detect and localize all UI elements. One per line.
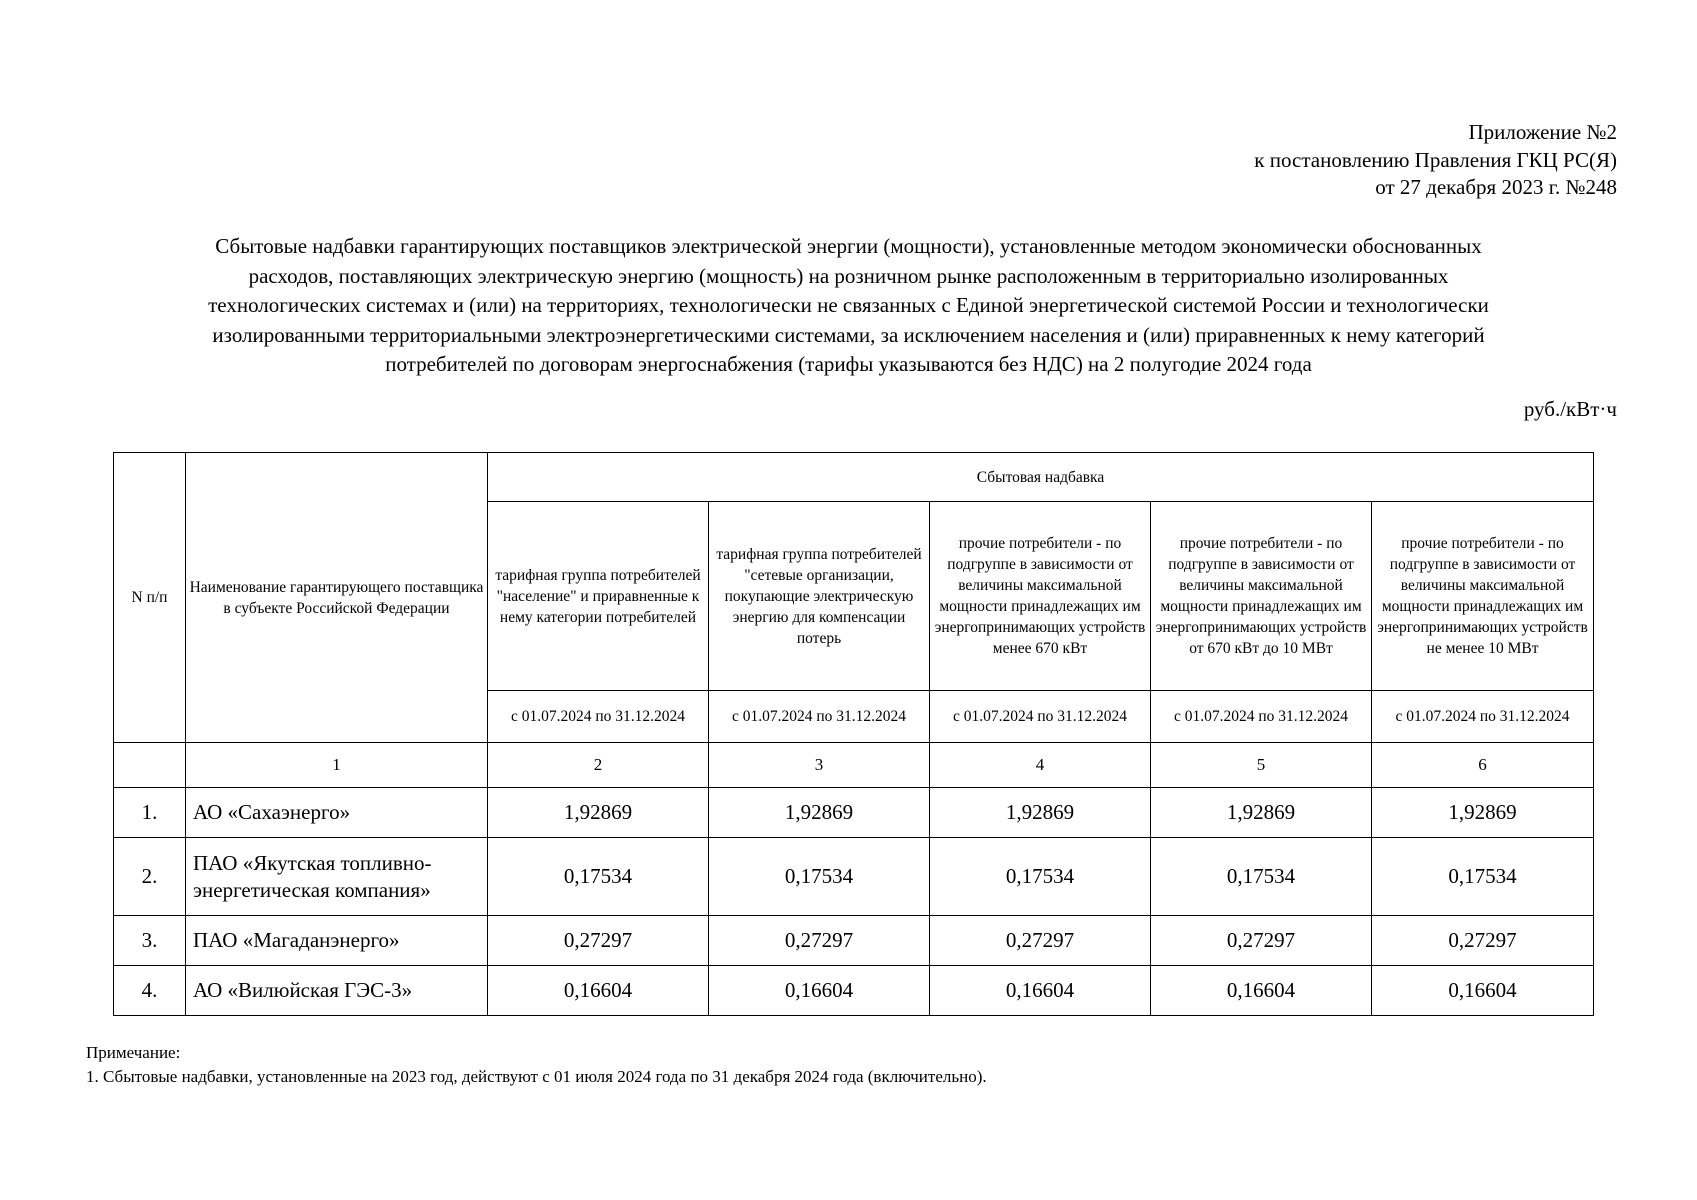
table-row (114, 838, 1594, 916)
header-row-group (114, 453, 1594, 502)
header-group: Сбытовая надбавка (488, 453, 1594, 502)
supplier-name: АО «Вилюйская ГЭС-3» (186, 966, 488, 1016)
index-cell-4: 4 (930, 743, 1151, 788)
supplier-name: ПАО «Якутская топливно-энергетическая компания» (186, 838, 488, 916)
note-heading: Примечание: (86, 1043, 181, 1062)
index-row (114, 743, 1594, 788)
value-cell: 0,27297 (1372, 916, 1594, 966)
header-num: N п/п (114, 453, 186, 743)
index-cell-1: 1 (186, 743, 488, 788)
value-cell: 1,92869 (709, 788, 930, 838)
note-block (86, 1041, 987, 1089)
value-cell: 0,17534 (930, 838, 1151, 916)
supplier-name: ПАО «Магаданэнерго» (186, 916, 488, 966)
period-cell-4: с 01.07.2024 по 31.12.2024 (930, 691, 1151, 743)
header-subcolumn-3: тарифная группа потребителей "сетевые организации, покупающие электрическую энергию для компенсации потерь (709, 502, 930, 691)
value-cell: 1,92869 (930, 788, 1151, 838)
table-row (114, 966, 1594, 1016)
period-cell-5: с 01.07.2024 по 31.12.2024 (1151, 691, 1372, 743)
index-cell-5: 5 (1151, 743, 1372, 788)
value-cell: 0,17534 (709, 838, 930, 916)
period-cell-2: с 01.07.2024 по 31.12.2024 (488, 691, 709, 743)
title-line-4: изолированными территориальными электроэнергетическими системами, за исключением населения и (или) приравненных к нему категорий (212, 322, 1485, 347)
value-cell: 0,27297 (488, 916, 709, 966)
header-supplier-name: Наименование гарантирующего поставщика в субъекте Российской Федерации (186, 453, 488, 743)
row-number: 1. (114, 788, 186, 838)
title-line-5: потребителей по договорам энергоснабжения (тарифы указываются без НДС) на 2 полугодие 2024 года (385, 352, 1312, 376)
value-cell: 0,16604 (930, 966, 1151, 1016)
value-cell: 0,16604 (1372, 966, 1594, 1016)
value-cell: 0,17534 (1372, 838, 1594, 916)
period-cell-3: с 01.07.2024 по 31.12.2024 (709, 691, 930, 743)
value-cell: 1,92869 (488, 788, 709, 838)
title-line-1: Сбытовые надбавки гарантирующих поставщиков электрической энергии (мощности), установленные методом экономически обоснованных (215, 234, 1482, 258)
index-cell-2: 2 (488, 743, 709, 788)
header-subcolumn-4: прочие потребители - по подгруппе в зависимости от величины максимальной мощности принадлежащих им энергопринимающих устройств менее 670 кВт (930, 502, 1151, 691)
value-cell: 0,27297 (709, 916, 930, 966)
value-cell: 1,92869 (1372, 788, 1594, 838)
table-row (114, 916, 1594, 966)
appendix-block (1254, 119, 1617, 202)
appendix-line-1: Приложение №2 (1468, 120, 1617, 144)
appendix-line-2: к постановлению Правления ГКЦ РС(Я) (1254, 147, 1617, 172)
header-subcolumn-6: прочие потребители - по подгруппе в зависимости от величины максимальной мощности принадлежащих им энергопринимающих устройств не менее 10 МВт (1372, 502, 1594, 691)
tariff-table (113, 452, 1594, 1016)
header-subcolumn-2: тарифная группа потребителей "население" и приравненные к нему категории потребителей (488, 502, 709, 691)
document-title (100, 232, 1597, 380)
supplier-name: АО «Сахаэнерго» (186, 788, 488, 838)
index-cell-3: 3 (709, 743, 930, 788)
value-cell: 0,27297 (930, 916, 1151, 966)
index-cell-empty (114, 743, 186, 788)
unit-label: руб./кВт·ч (1523, 397, 1617, 421)
value-cell: 0,17534 (488, 838, 709, 916)
value-cell: 0,16604 (709, 966, 930, 1016)
row-number: 2. (114, 838, 186, 916)
value-cell: 0,27297 (1151, 916, 1372, 966)
note-text: 1. Сбытовые надбавки, установленные на 2023 год, действуют с 01 июля 2024 года по 31 декабря 2024 года (включительно). (86, 1067, 987, 1086)
row-number: 4. (114, 966, 186, 1016)
value-cell: 1,92869 (1151, 788, 1372, 838)
header-subcolumn-5: прочие потребители - по подгруппе в зависимости от величины максимальной мощности принадлежащих им энергопринимающих устройств от 670 кВт до 10 МВт (1151, 502, 1372, 691)
title-line-3: технологических системах и (или) на территориях, технологически не связанных с Единой энергетической системой России и технологически (208, 293, 1489, 317)
value-cell: 0,16604 (488, 966, 709, 1016)
value-cell: 0,16604 (1151, 966, 1372, 1016)
appendix-line-3: от 27 декабря 2023 г. №248 (1375, 175, 1617, 199)
index-cell-6: 6 (1372, 743, 1594, 788)
value-cell: 0,17534 (1151, 838, 1372, 916)
table-row (114, 788, 1594, 838)
title-line-2: расходов, поставляющих электрическую энергию (мощность) на розничном рынке расположенным в территориально изолированных (248, 263, 1449, 288)
period-cell-6: с 01.07.2024 по 31.12.2024 (1372, 691, 1594, 743)
row-number: 3. (114, 916, 186, 966)
